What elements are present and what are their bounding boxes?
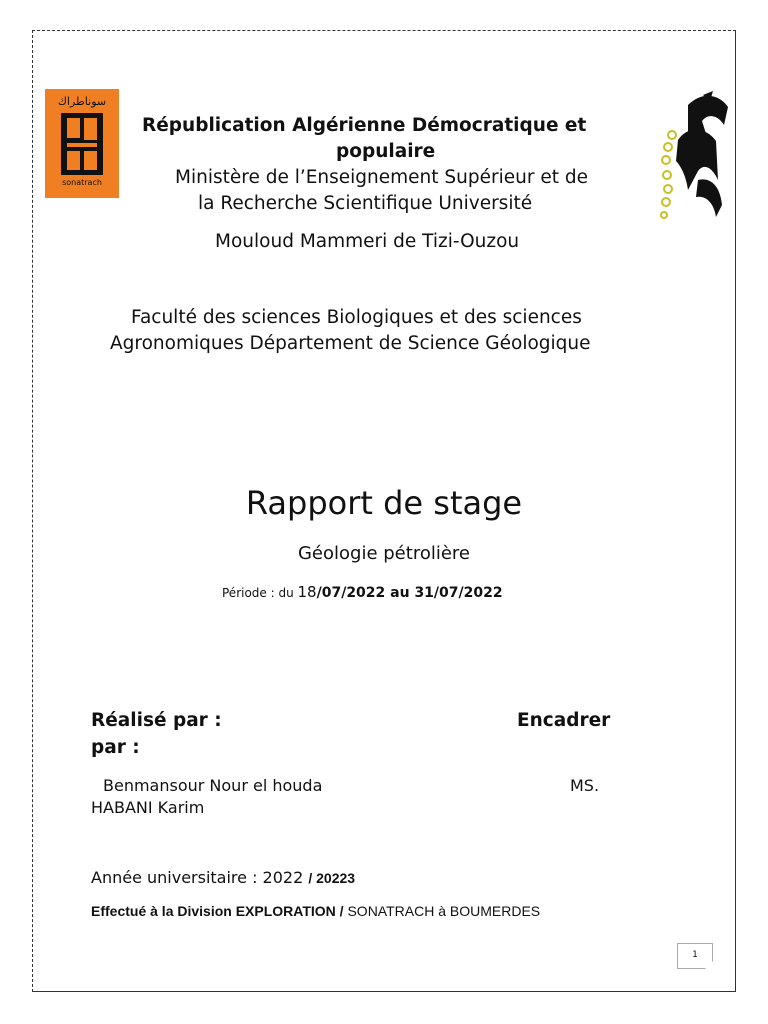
period-range: /07/2022 au 31/07/2022 — [316, 585, 503, 601]
par-label: par : — [91, 737, 140, 758]
effectue-part2: SONATRACH à BOUMERDES — [347, 903, 541, 919]
period-line — [222, 583, 503, 601]
ministry-line1: Ministère de l’Enseignement Supérieur et de — [175, 167, 588, 188]
encadrer-label: Encadrer — [517, 710, 611, 731]
sonatrach-mark-icon — [61, 113, 103, 175]
period-start-day: 18 — [297, 583, 317, 601]
effectue-part1: Effectué à la Division EXPLORATION / — [91, 903, 348, 919]
faculty-line1: Faculté des sciences Biologiques et des sciences — [131, 307, 582, 328]
period-label: Période : du — [222, 586, 298, 600]
effectue-line — [91, 903, 540, 919]
republic-line2: populaire — [336, 141, 436, 162]
ministry-line2: la Recherche Scientifique Université — [198, 193, 533, 214]
realise-label: Réalisé par : — [91, 710, 222, 731]
university-emblem-icon — [658, 85, 736, 225]
logo-brand-text: sonatrach — [62, 178, 102, 187]
faculty-line2: Agronomiques Département de Science Géologique — [110, 333, 591, 354]
annee-suffix: / 20223 — [308, 870, 356, 886]
supervisor-name: HABANI Karim — [91, 798, 205, 817]
page-number: 1 — [692, 950, 698, 960]
document-subtitle: Géologie pétrolière — [297, 543, 470, 564]
sonatrach-logo — [45, 89, 119, 198]
student-name: Benmansour Nour el houda — [103, 776, 323, 795]
annee-line — [91, 868, 355, 887]
document-title: Rapport de stage — [245, 484, 523, 522]
supervisor-prefix: MS. — [570, 776, 600, 795]
republic-line1: Républication Algérienne Démocratique et — [142, 115, 587, 136]
university-name: Mouloud Mammeri de Tizi-Ouzou — [215, 231, 520, 252]
page-number-badge — [677, 943, 713, 969]
logo-arabic-text: سوناطراك — [57, 95, 107, 108]
annee-label: Année universitaire : 2022 — [91, 868, 309, 887]
